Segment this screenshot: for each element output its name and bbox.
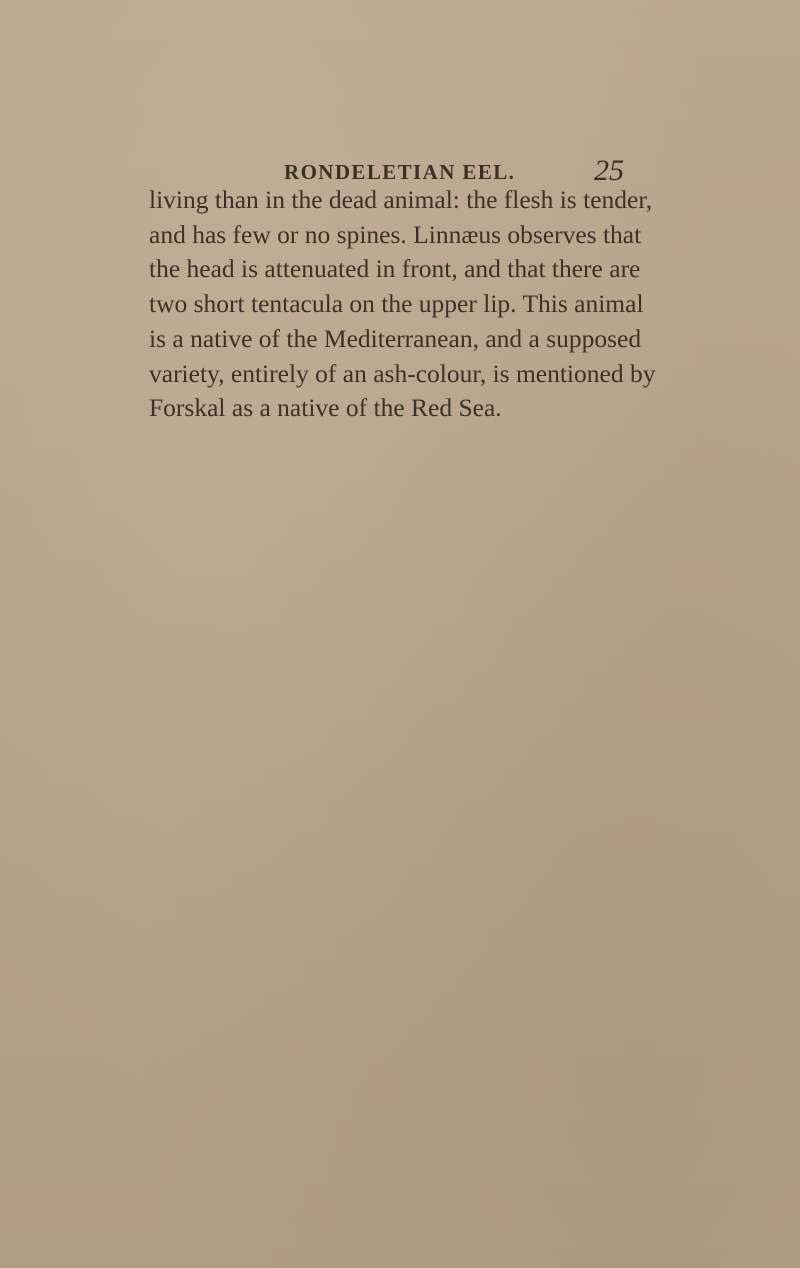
body-paragraph bbox=[149, 183, 656, 426]
text-line: the head is attenuated in front, and that there are bbox=[149, 254, 641, 284]
running-head-title: RONDELETIAN EEL. bbox=[284, 160, 516, 184]
text-line: is a native of the Mediterranean, and a supposed bbox=[149, 323, 642, 353]
text-line: living than in the dead animal: the flesh is tender, bbox=[149, 185, 653, 214]
text-line: variety, entirely of an ash-colour, is mentioned by bbox=[149, 358, 656, 388]
page-number: 25 bbox=[594, 154, 624, 187]
text-line: and has few or no spines. Linnæus observes that bbox=[149, 219, 642, 249]
text-line: two short tentacula on the upper lip. This animal bbox=[149, 289, 644, 319]
text-line: Forskal as a native of the Red Sea. bbox=[149, 393, 502, 423]
